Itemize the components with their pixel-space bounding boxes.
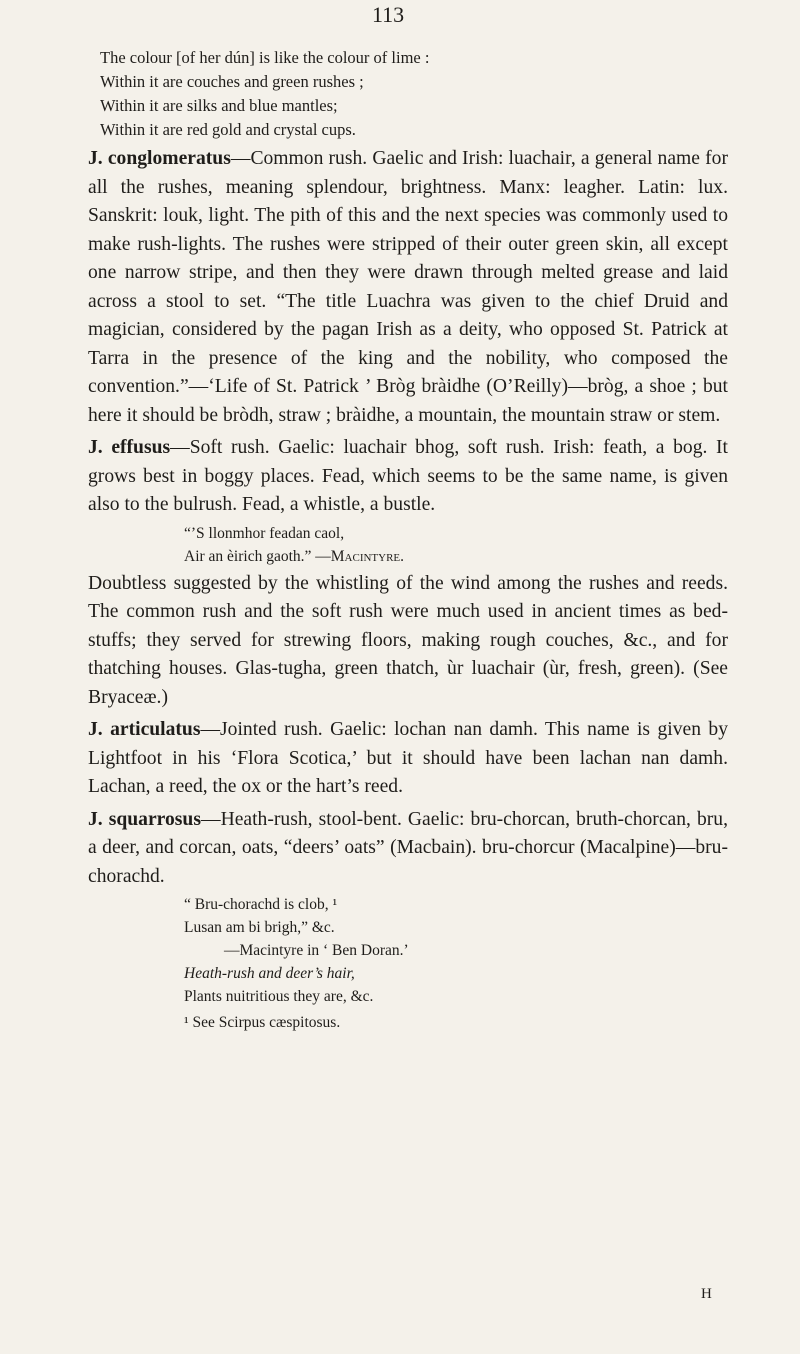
verse-line: The colour [of her dún] is like the colour of lime : [100,48,430,67]
species-name: J. articulatus [88,719,201,740]
verse [100,46,728,142]
paragraph-text: —Jointed rush. Gaelic: lochan nan damh. This name is given by Lightfoot in his ‘Flora Scotica,’ but it should have been lachan nan damh. Lachan, a reed, the ox or the hart’s reed. [88,719,728,797]
species-name: J. squarrosus [88,808,201,830]
signature-mark: H [701,1286,712,1302]
paragraph-articulatus [88,716,728,802]
quote-line: “ Bru-chorachd is clob, ¹ [184,896,338,913]
quote-line: Lusan am bi brigh,” &c. [184,919,335,936]
verse-line: Within it are couches and green rushes ; [100,72,364,91]
paragraph-text: —Common rush. Gaelic and Irish: luachair, a general name for all the rushes, meaning splendour, brightness. Manx: leagher. Latin: lux. Sanskrit: louk, light. The pith of this and the next species was commonly used to make rush-lights. The rushes were stripped of their outer green skin, all except one narrow stripe, and then they were drawn through melted grease and laid across a stool to set. “The title Luachra was given to the chief Druid and magician, considered by the pagan Irish as a deity, who opposed St. Patrick at Tarra in the presence of the king and the nobility, who composed the convention.”—‘Life of St. Patrick ’ Bròg bràidhe (O’Reilly)—bròg, a shoe ; but here it should be bròdh, straw ; bràidhe, a mountain, the mountain straw or stem. [88,148,728,426]
paragraph-continuation: Doubtless suggested by the whistling of the wind among the rushes and reeds. The common rush and the soft rush were much used in ancient times as bed-stuffs; they served for strewing floors, making rough couches, &c., and for thatching houses. Glas-tugha, green thatch, ùr luachair (ùr, fresh, green). (See Bryaceæ.) [88,572,728,708]
page-body [88,46,728,1034]
verse-line: Within it are silks and blue mantles; [100,96,338,115]
quote-macintyre [184,522,728,568]
paragraph-text: —Soft rush. Gaelic: luachair bhog, soft rush. Irish: feath, a bog. It grows best in boggy places. Fead, which seems to be the same name, is given also to the bulrush. Fead, a whistle, a bustle. [88,437,728,515]
verse-line: Within it are red gold and crystal cups. [100,120,356,139]
quote-attribution: —Macintyre in ‘ Ben Doran.’ [224,942,409,959]
paragraph-text: —Heath-rush, stool-bent. Gaelic: bru-chorcan, bruth-chorcan, bru, a deer, and corcan, oats, “deers’ oats” (Macbain). bru-chorcur (Macalpine)—bru-chorachd. [88,808,729,887]
species-name: J. effusus [88,437,171,458]
quote-line: Plants nuitritious they are, &c. [184,988,374,1005]
quote-line: “’S llonmhor feadan caol, [184,524,345,542]
paragraph-effusus [88,434,728,520]
footnote: ¹ See Scirpus cæspitosus. [184,1014,341,1031]
paragraph-squarrosus [88,806,728,892]
paragraph-conglomeratus [88,145,728,430]
quote-attribution: —Macintyre. [315,547,405,565]
quote-ben-doran [184,893,728,1008]
quote-line: Air an èirich gaoth.” —Macintyre. [184,547,405,565]
page-number: 113 [372,2,405,27]
species-name: J. conglomeratus [88,148,231,169]
quote-line: Heath-rush and deer’s hair, [184,965,355,982]
